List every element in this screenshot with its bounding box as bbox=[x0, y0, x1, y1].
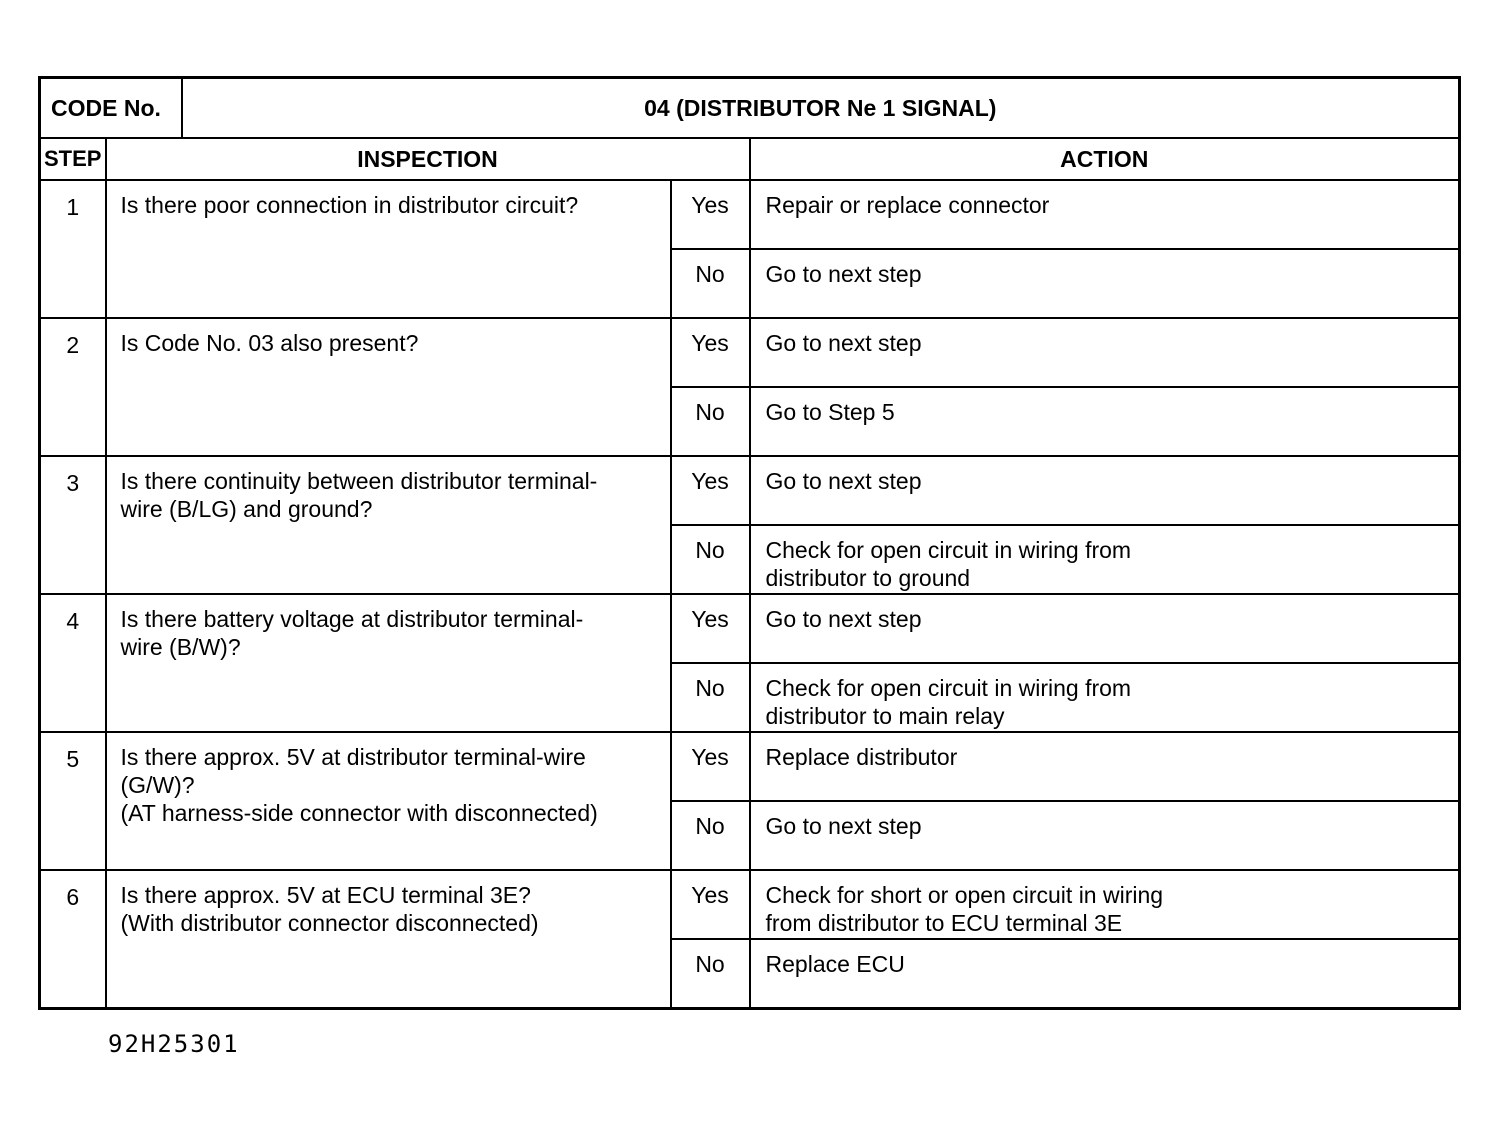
action-line: Go to Step 5 bbox=[765, 399, 895, 425]
inspection-line: Is there poor connection in distributor circuit? bbox=[120, 192, 579, 218]
action-yes bbox=[750, 594, 1460, 663]
column-header-row bbox=[40, 138, 1460, 180]
answer-yes: Yes bbox=[671, 732, 750, 801]
action-line: Check for short or open circuit in wiring bbox=[765, 882, 1164, 908]
answer-yes: Yes bbox=[671, 870, 750, 939]
action-line: distributor to ground bbox=[765, 565, 971, 591]
inspection-column-header: INSPECTION bbox=[106, 138, 750, 180]
inspection-line: wire (B/W)? bbox=[120, 634, 241, 660]
inspection-question bbox=[106, 180, 671, 318]
inspection-question bbox=[106, 732, 671, 870]
code-label: CODE No. bbox=[40, 78, 182, 139]
step-number: 3 bbox=[40, 456, 106, 594]
action-no bbox=[750, 249, 1460, 318]
action-line: Replace ECU bbox=[765, 951, 905, 977]
inspection-question bbox=[106, 318, 671, 456]
action-line: Go to next step bbox=[765, 606, 922, 632]
inspection-line: Is there battery voltage at distributor terminal- bbox=[120, 606, 584, 632]
answer-no: No bbox=[671, 387, 750, 456]
action-line: Check for open circuit in wiring from bbox=[765, 537, 1132, 563]
answer-yes: Yes bbox=[671, 318, 750, 387]
inspection-line: (G/W)? bbox=[120, 772, 195, 798]
action-yes bbox=[750, 318, 1460, 387]
answer-no: No bbox=[671, 801, 750, 870]
inspection-line: Is there approx. 5V at ECU terminal 3E? bbox=[120, 882, 531, 908]
answer-no: No bbox=[671, 525, 750, 594]
diagnostic-table bbox=[38, 76, 1461, 1010]
step-number: 4 bbox=[40, 594, 106, 732]
action-no bbox=[750, 939, 1460, 1009]
inspection-question bbox=[106, 870, 671, 1009]
action-yes bbox=[750, 870, 1460, 939]
table-row bbox=[40, 180, 1460, 249]
table-row bbox=[40, 732, 1460, 801]
action-column-header: ACTION bbox=[750, 138, 1460, 180]
answer-no: No bbox=[671, 939, 750, 1009]
step-column-header: STEP bbox=[40, 138, 106, 180]
step-number: 5 bbox=[40, 732, 106, 870]
action-line: Go to next step bbox=[765, 813, 922, 839]
inspection-line: Is Code No. 03 also present? bbox=[120, 330, 419, 356]
inspection-line: Is there approx. 5V at distributor terminal-wire bbox=[120, 744, 586, 770]
action-line: Go to next step bbox=[765, 468, 922, 494]
inspection-line: wire (B/LG) and ground? bbox=[120, 496, 373, 522]
step-number: 6 bbox=[40, 870, 106, 1009]
table-row bbox=[40, 456, 1460, 525]
inspection-line: (With distributor connector disconnected) bbox=[120, 910, 539, 936]
answer-no: No bbox=[671, 663, 750, 732]
action-line: Repair or replace connector bbox=[765, 192, 1050, 218]
action-line: Go to next step bbox=[765, 261, 922, 287]
figure-id: 92H25301 bbox=[108, 1030, 240, 1058]
table-row bbox=[40, 870, 1460, 939]
inspection-question bbox=[106, 456, 671, 594]
code-value: 04 (DISTRIBUTOR Ne 1 SIGNAL) bbox=[182, 78, 1460, 139]
answer-yes: Yes bbox=[671, 594, 750, 663]
answer-no: No bbox=[671, 249, 750, 318]
action-no bbox=[750, 525, 1460, 594]
action-yes bbox=[750, 180, 1460, 249]
action-no bbox=[750, 801, 1460, 870]
action-line: Check for open circuit in wiring from bbox=[765, 675, 1132, 701]
action-line: Replace distributor bbox=[765, 744, 958, 770]
answer-yes: Yes bbox=[671, 180, 750, 249]
step-number: 2 bbox=[40, 318, 106, 456]
inspection-line: Is there continuity between distributor terminal- bbox=[120, 468, 598, 494]
code-header-row bbox=[40, 78, 1460, 139]
inspection-question bbox=[106, 594, 671, 732]
inspection-line: (AT harness-side connector with disconnected) bbox=[120, 800, 598, 826]
action-no bbox=[750, 663, 1460, 732]
action-line: from distributor to ECU terminal 3E bbox=[765, 910, 1123, 936]
action-line: Go to next step bbox=[765, 330, 922, 356]
action-yes bbox=[750, 732, 1460, 801]
action-yes bbox=[750, 456, 1460, 525]
answer-yes: Yes bbox=[671, 456, 750, 525]
action-line: distributor to main relay bbox=[765, 703, 1005, 729]
table-row bbox=[40, 318, 1460, 387]
step-number: 1 bbox=[40, 180, 106, 318]
action-no bbox=[750, 387, 1460, 456]
table-row bbox=[40, 594, 1460, 663]
